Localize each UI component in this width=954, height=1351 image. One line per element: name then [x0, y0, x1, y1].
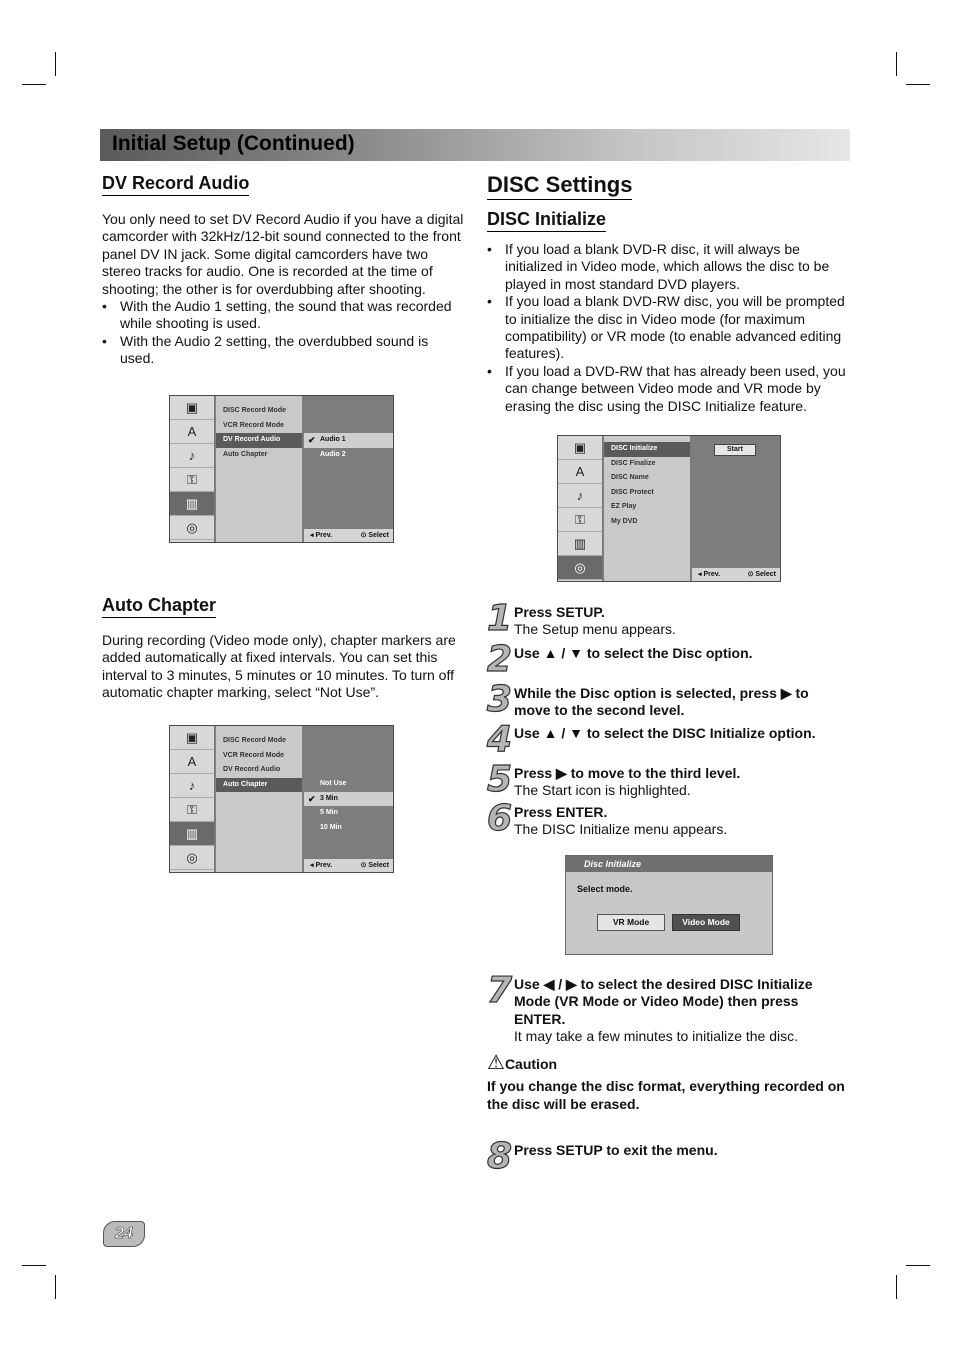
vr-mode-button: VR Mode [597, 914, 665, 931]
crop-mark [906, 1265, 930, 1266]
step-number: 6 [487, 798, 513, 839]
language-icon: A [558, 460, 602, 484]
disc-initialize-dialog-screenshot [565, 855, 773, 955]
step-number: 1 [487, 598, 513, 639]
dv-record-audio-body: You only need to set DV Record Audio if you have a digital camcorder with 32kHz/12-bit sound connected to the front panel DV IN jack. Some digital camcorders have two stereo tracks for audio. One is recorded at the time of shooting; the other is for overdubbing after shooting. [102, 211, 464, 297]
menu-item: Auto Chapter [216, 778, 302, 793]
audio-icon: ♪ [170, 444, 214, 468]
checkmark-icon: ✔ [308, 435, 316, 445]
crop-mark [896, 1275, 897, 1299]
step-instruction: Press SETUP. [514, 604, 605, 620]
menu-item: DISC Initialize [604, 442, 690, 457]
dv-record-audio-menu-screenshot [169, 395, 394, 543]
menu-second-level [216, 726, 302, 872]
bullet-item: • If you load a blank DVD-RW disc, you will be prompted to initialize the disc in Video mode (for maximum compatibility) or VR mode (to enable advanced editing features). [487, 293, 849, 363]
menu-second-level [216, 396, 302, 542]
step-note: The Start icon is highlighted. [514, 782, 691, 799]
language-icon: A [170, 750, 214, 774]
menu-item: DISC Finalize [611, 459, 656, 467]
step-number: 3 [487, 679, 513, 720]
menu-item: DV Record Audio [216, 433, 302, 448]
disc-icon: ◎ [170, 516, 214, 540]
menu-footer [692, 568, 780, 581]
warning-triangle-icon: ⚠ [487, 1052, 505, 1074]
video-mode-button: Video Mode [672, 914, 740, 931]
auto-chapter-body: During recording (Video mode only), chapter markers are added automatically at fixed intervals. You can set this interval to 3 minutes, 5 minutes or 10 minutes. To turn off automatic chapter marking, select “Not Use”. [102, 632, 456, 701]
step-instruction: Use ◀ / ▶ to select the desired DISC Initialize Mode (VR Mode or Video Mode) then press ENTER. [514, 976, 813, 1027]
menu-option: ✔ 3 Min [304, 792, 393, 807]
caution-box [487, 1052, 849, 1113]
record-icon: ▥ [558, 532, 602, 556]
lock-icon: ⚿ [558, 508, 602, 532]
menu-icon-column [170, 726, 215, 872]
tv-icon: ▣ [170, 726, 214, 750]
audio-icon: ♪ [170, 774, 214, 798]
menu-option: ✔ Audio 1 [304, 433, 393, 448]
dialog-title: Disc Initialize [566, 856, 772, 872]
bullet-item: • If you load a DVD-RW that has already been used, you can change between Video mode and VR mode by erasing the disc using the DISC Initialize feature. [487, 363, 849, 415]
menu-item: DISC Protect [611, 488, 654, 496]
menu-footer [304, 529, 393, 542]
tv-icon: ▣ [170, 396, 214, 420]
disc-icon: ◎ [170, 846, 214, 870]
caution-text: If you change the disc format, everything recorded on the disc will be erased. [487, 1078, 845, 1112]
menu-icon-column [558, 436, 603, 581]
crop-mark [22, 1265, 46, 1266]
step-note: It may take a few minutes to initialize the disc. [514, 1028, 799, 1045]
step-number: 2 [487, 639, 513, 680]
crop-mark [22, 84, 46, 85]
menu-icon-column [170, 396, 215, 542]
disc-settings-section [487, 172, 849, 415]
disc-initialize-menu-screenshot [557, 435, 781, 582]
step-note: The Setup menu appears. [514, 621, 676, 638]
menu-item: VCR Record Mode [223, 421, 285, 429]
menu-third-level [304, 726, 393, 872]
lock-icon: ⚿ [170, 468, 214, 492]
record-icon: ▥ [170, 492, 214, 516]
menu-item: My DVD [611, 517, 638, 525]
lock-icon: ⚿ [170, 798, 214, 822]
dialog-prompt: Select mode. [577, 884, 633, 894]
menu-item: DISC Name [611, 474, 649, 481]
step-number: 4 [487, 719, 513, 760]
section-header-bar [100, 129, 850, 161]
step-instruction: Press ▶ to move to the third level. [514, 765, 741, 781]
menu-item: EZ Play [611, 503, 637, 510]
step-number: 7 [487, 970, 513, 1011]
prev-hint: ◂ Prev. [310, 532, 333, 539]
menu-option: 10 Min [320, 823, 342, 831]
menu-item: DISC Record Mode [223, 407, 287, 414]
crop-mark [906, 84, 930, 85]
step-instruction: While the Disc option is selected, press ▶ to move to the second level. [514, 685, 809, 719]
disc-initialize-heading: DISC Initialize [487, 209, 606, 232]
step-instruction: Use ▲ / ▼ to select the Disc option. [514, 645, 753, 661]
auto-chapter-heading: Auto Chapter [102, 595, 216, 618]
crop-mark [55, 52, 56, 76]
select-hint: ⊙ Select [360, 862, 389, 869]
menu-item: DV Record Audio [223, 766, 281, 773]
step-instruction: Use ▲ / ▼ to select the DISC Initialize option. [514, 725, 816, 741]
menu-item: VCR Record Mode [223, 751, 285, 759]
step-instruction: Press ENTER. [514, 804, 608, 820]
audio-icon: ♪ [558, 484, 602, 508]
dv-record-audio-heading: DV Record Audio [102, 173, 249, 196]
prev-hint: ◂ Prev. [310, 862, 333, 869]
crop-mark [896, 52, 897, 76]
menu-item: Auto Chapter [223, 450, 268, 458]
disc-initialize-bullets [487, 241, 849, 415]
step-number: 5 [487, 759, 513, 800]
page-number-badge: 24 [103, 1221, 145, 1247]
caution-label: Caution [504, 1056, 558, 1072]
auto-chapter-menu-screenshot [169, 725, 394, 873]
bullet-item: • With the Audio 2 setting, the overdubbed sound is used. [102, 333, 464, 368]
bullet-item: • If you load a blank DVD-R disc, it will always be initialized in Video mode, which allows the disc to be played in most standard DVD players. [487, 241, 849, 293]
prev-hint: ◂ Prev. [698, 571, 721, 578]
checkmark-icon: ✔ [308, 793, 316, 804]
menu-option: Audio 2 [320, 450, 346, 458]
auto-chapter-section [102, 595, 464, 702]
menu-second-level [604, 436, 690, 581]
menu-option: 5 Min [320, 809, 338, 816]
step-instruction: Press SETUP to exit the menu. [514, 1142, 718, 1158]
select-hint: ⊙ Select [360, 532, 389, 539]
menu-footer [304, 859, 393, 872]
step-number: 8 [487, 1136, 513, 1177]
record-icon: ▥ [170, 822, 214, 846]
language-icon: A [170, 420, 214, 444]
menu-option: Not Use [320, 780, 347, 787]
dv-record-audio-section [102, 173, 464, 368]
select-hint: ⊙ Select [747, 571, 776, 578]
page-title: Initial Setup (Continued) [112, 132, 355, 155]
step-note: The DISC Initialize menu appears. [514, 821, 728, 838]
bullet-item: • With the Audio 1 setting, the sound that was recorded while shooting is used. [102, 298, 464, 333]
menu-item: DISC Record Mode [223, 737, 287, 744]
start-button: Start [714, 444, 756, 456]
disc-icon: ◎ [558, 556, 602, 580]
crop-mark [55, 1275, 56, 1299]
disc-settings-heading: DISC Settings [487, 172, 632, 200]
dv-record-audio-bullets [102, 298, 464, 368]
tv-icon: ▣ [558, 436, 602, 460]
menu-third-level [304, 396, 393, 542]
